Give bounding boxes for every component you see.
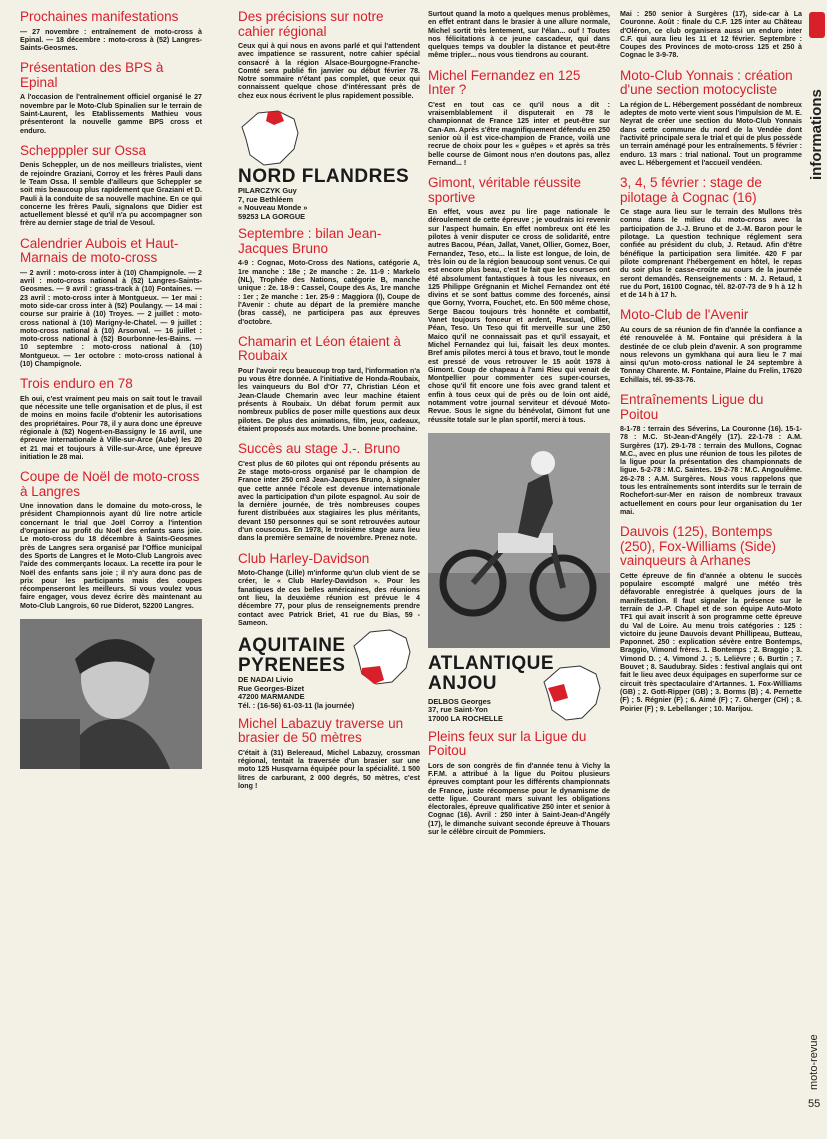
article-title: Calendrier Aubois et Haut-Marnais de moto-cross bbox=[20, 235, 179, 266]
article-body: — 2 avril : moto-cross inter à (10) Champignole. — 2 avril : moto-cross national à (52) Langres-Saints-Geosmes. — 9 avril : grass-track à (10) Fontaines. — 23 avril : moto-cross inter à Montgueux. — 1er mai : moto side-car cross inter à (52) Poulangy. — 14 mai : course sur prairie à (10) Troyes. — 2 juillet : moto-cross national à (10) Marigny-le-Chatel. — 9 juillet : moto-cross national à (10) Arsonval. — 16 juillet : moto-cross national à (52) Bourbonne-les-Bains. — 10 septembre : moto-cross national à (10) Montgueux. — 1er octobre : moto-cross national à (10) Champignole. bbox=[20, 268, 202, 369]
contact-line: 59253 LA GORGUE bbox=[238, 211, 306, 221]
article-body: Lors de son congrès de fin d'année tenu à Vichy la F.F.M. a attribué à la ligue du Poitou plusieurs épreuves comptant pour les différents championnats de France, juste récompense pour le dynamisme de cette ligue. Courant mars suivant les obligations électorales, épreuve qualificative 250 inter et senior à Cognac (16). Avril : 250 inter à Saint-Jean-d'Angély (17), le dimanche suivant seconde épreuve à Thouars sur le célèbre circuit de Pommiers. bbox=[428, 761, 610, 837]
article-body: A l'occasion de l'entraînement officiel organisé le 27 novembre par le Moto-Club Spinalien sur le terrain de Saint-Laurent, les Etablissements Mathieu vous présenteront la nouvelle gamme BPS cross et enduro. bbox=[20, 93, 202, 135]
article-body: Eh oui, c'est vraiment peu mais on sait tout le travail que nécessite une telle organisation et de plus, il est de moins en moins facile d'obtenir les autorisations des propriétaires. Pour 78, il y aura donc une épreuve régionale à (52) Nogent-en-Bassigny le 16 avril, une épreuve internationale à Ville-sur-Arce (Aube) les 20 et 21 mai et toujours à Ville-sur-Arce, une épreuve initiation le 28 mai. bbox=[20, 394, 202, 461]
article bbox=[428, 176, 610, 424]
article bbox=[238, 552, 420, 628]
article bbox=[620, 308, 802, 384]
article-title: Gimont, véritable réussite sportive bbox=[428, 175, 582, 205]
contact-line: DELBOS Georges bbox=[428, 696, 491, 706]
article-title: Pleins feux sur la Ligue du Poitou bbox=[428, 728, 587, 759]
article bbox=[428, 730, 610, 837]
article-body: Pour l'avoir reçu beaucoup trop tard, l'information n'a pu vous être donnée. A l'initiative de Honda-Roubaix, les vainqueurs du Bol d'Or 77, Christian Léon et Jean-Claude Chemarin avec leur machine étaient présents à Roubaix. Un débat forum permit aux nombreux publics de poser mille questions aux deux pilotes. De plus des animations, film, jeux, cadeaux, étaient proposés aux motards. Une bonne prochaine. bbox=[238, 366, 420, 433]
rider-portrait-photo bbox=[20, 619, 202, 769]
contact-line: PILARCZYK Guy bbox=[238, 186, 297, 196]
article bbox=[238, 335, 420, 433]
column-4 bbox=[620, 10, 802, 722]
article-title: Club Harley-Davidson bbox=[238, 550, 370, 566]
region-name-line2: ANJOU bbox=[428, 672, 498, 694]
france-map-icon bbox=[238, 109, 308, 167]
article-title: Coupe de Noël de moto-cross à Langres bbox=[20, 469, 200, 499]
article-title: Michel Labazuy traverse un brasier de 50 mètres bbox=[238, 715, 404, 746]
article-body: Cette épreuve de fin d'année a obtenu le succès populaire escompté malgré une météo très défavorable enregistrée à quelques jours de la manifestation. Il faut signaler la présence sur le terrain de J.-P. Chapel et de son équipe Auto-Moto TF1 qui avait inscrit à son programme cette épreuve du Val de Loire. Au menu trois catégories : 125 : victoire du jeune Dauvois devant Phillipeau, Butteau, Paponnet. 250 : explication sévère entre Bontemps, Braggio, Vimond frères. 1. Bontemps ; 2. Braggio ; 3. Vimond D. ; 4. Vimond J. ; 5. Lelièvre ; 6. Burtin ; 7. Bouvet ; 8. Saudubray. Sides : festival anglais qui ont fait le lieu avec deux équipages en superforme sur ce circuit très spectaculaire d'Artannes. 1. Fox-Williams (GB) ; 2. Gott-Ripper (GB) ; 3. Borms (B) ; 4. Pernette (F) ; 5. Régnier (F) ; 6. Aimé (F) ; 7. Gherger (CH) ; 8. Poirier (F) ; 9. Lebellanger ; 10. Marijou. bbox=[620, 571, 802, 713]
section-rail bbox=[808, 0, 827, 1139]
region-header-nord bbox=[238, 109, 420, 221]
column-3 bbox=[428, 10, 610, 845]
france-map-icon bbox=[540, 664, 610, 722]
magazine-name: moto-revue bbox=[808, 1034, 820, 1090]
contact-line: 47200 MARMANDE bbox=[238, 692, 305, 702]
france-map-icon bbox=[350, 628, 420, 686]
article-body: Surtout quand la moto a quelques menus problèmes, en effet entrant dans le brasier à une allure normale, Michel sortit très lentement, sur l'élan... ouf ! Toutes nos félicitations à ce jeune cascadeur, qui dans quelques temps va doubler la distance et peut-être même tripler... nous vous tiendrons au courant. bbox=[428, 10, 610, 60]
motocross-photo bbox=[428, 433, 610, 648]
region-name: NORD FLANDRES bbox=[238, 166, 410, 188]
region-name-line1: ATLANTIQUE bbox=[428, 652, 555, 674]
page-number: 55 bbox=[808, 1098, 821, 1110]
article bbox=[20, 237, 202, 369]
article bbox=[20, 470, 202, 610]
article-body: C'est plus de 60 pilotes qui ont répondu présents au 2e stage moto-cross organisé par le champion de France inter 250 cm3 Jean-Jacques Bruno, à signaler que cette année l'école est devenue internationale avec la participation d'un pilote espagnol. Au soir de la dernière journée, de très nombreuses coupes furent distribuées aux stagiaires les plus méritants, devant 150 personnes qui se sont retrouvées autour d'un couscous. En 1978, le troisième stage aura lieu dans la première semaine de novembre. Prenez note. bbox=[238, 459, 420, 543]
article bbox=[20, 10, 202, 52]
article-title: Moto-Club Yonnais : création d'une section motocycliste bbox=[620, 67, 793, 98]
article-body: Moto-Change (Lille) m'informe qu'un club vient de se créer, le « Club Harley-Davidson ». Pour les fanatiques de ces belles américaines, des réunions ont lieu, la deuxième réunion est prévue le 4 décembre 77, pour plus de renseignements prendre contact avec Patrick Briet, 41 rue du Bias, 59 - Sameon. bbox=[238, 569, 420, 627]
article-body: Au cours de sa réunion de fin d'année la confiance a été renouvelée à M. Fontaine qui présidera à la destinée de ce club plein d'avenir. A son programme nous relevons un gymkhana qui aura lieu le 7 mai ainsi qu'un moto-cross national le 24 septembre à Tonnay Charente. M. Fontaine, Plaine du Frelin, 17620 Echillais, tél. 99-33-76. bbox=[620, 325, 802, 384]
article-title: Septembre : bilan Jean-Jacques Bruno bbox=[238, 226, 382, 256]
article-body: C'est en tout cas ce qu'il nous a dit : vraisemblablement il disputerait en 78 le championnat de France 125 inter et peut-être sur Can-Am. Après s'être magnifiquement défendu en 250 senior où il est vice-champion de France, voilà une recrue de choix pour les « guêpes » et après sa très belle course de Gimont nous n'en doutons pas, allez Fernand... ! bbox=[428, 100, 610, 167]
article-title: Trois enduro en 78 bbox=[20, 376, 133, 392]
article-title: Présentation des BPS à Epinal bbox=[20, 60, 164, 90]
article-body: 8-1-78 : terrain des Séverins, La Couronne (16). 15-1-78 : M.C. St-Jean-d'Angély (17). 22-1-78 : A.M. Surgères (17). 29-1-78 : terrain des Mullons, Cognac M.C., avec en plus une réunion de tous les pilotes de la ligue pour la présentation des championnats de ligue. 5-2-78 : M.C. Saintes. 19-2-78 : M.C. Angoulême. 26-2-78 : A.M. Surgères. Nous vous rappelons que tous les entraînements sont interdits sur le terrain de Rochefort-sur-Mer en raison de nombreux travaux actuellement en cours pour leur organisation du 1er mai. bbox=[620, 425, 802, 516]
article bbox=[620, 69, 802, 167]
article-title: Schepppler sur Ossa bbox=[20, 142, 147, 158]
rider-portrait-image bbox=[20, 619, 202, 769]
article-title: Michel Fernandez en 125 Inter ? bbox=[428, 67, 581, 98]
article bbox=[20, 144, 202, 228]
article-title: 3, 4, 5 février : stage de pilotage à Cognac (16) bbox=[620, 175, 762, 205]
column-1 bbox=[20, 10, 202, 769]
article bbox=[238, 442, 420, 542]
article-body: Une innovation dans le domaine du moto-cross, le président Championnois ayant dû lire notre article concernant le trial que Joël Corroy a l'intention d'organiser au profit du Noël des enfants sans joie. Le moto-cross du 18 décembre à Saints-Geosmes près de Langres sera organisé par l'Office municipal des Sports de Langres et le Moto-Club Langrois avec l'aide des commerçants locaux. La recette ira pour le Noël des enfants sans joie ; il n'y aura donc pas de prix pour les participants mais des coupes récompenseront les meilleurs. Si vous voulez vous faire engager, vous devez écrire dès maintenant au Moto-Club Langrois, 60 rue Diderot, 52200 Langres. bbox=[20, 502, 202, 610]
contact-line: Rue Georges-Bizet bbox=[238, 683, 305, 693]
article-body: En effet, vous avez pu lire page nationale le déroulement de cette épreuve ; je voudrais ici revenir sur l'aspect humain. En effet nombreux ont été les pilotes à venir disputer ce cross de solidarité, entre autres Bacou, Péan, Jallat, Vanet, Ollier, Gomez, Boer, Fernandez, Teso, etc... la liste est longue, de loin, de très loin ou de la région beaucoup sont venus. Ce qui est encore plus beau, c'est le fait que les courses ont été absolument fantastiques à tous les niveaux, en 125 Philippe Grégnanin et Michel Fernandez ont été divins et se sont battus comme des forcenés, ainsi que Gorny, Yvorra, Fouchet, etc. En 500 même chose, Serge Bacou toujours très honnête et combattif, Vanet toujours fonceur et ardent, Pascual, Ollier, Péan, Teso. Un Teso qui fit merveille sur une 250 Maico qu'il ne connaissait pas et qu'il essayait, et Michel Fernandez qui lui, faisait les deux montes. Bref amis pilotes merci à tous et bravo, tout le monde est pressé de vous retrouver le 15 août 1978 à Gimont. Coup de chapeau à l'ami Rieu qui venait de Montpellier pour commenter ces super-courses, chose qu'il fit encore une fois avec grand talent et enfin à tous ceux qui de près ou de loin ont aidé, notamment votre journal serviteur et dévoué Moto-Revue. Sous le signe du bénévolat, Gimont fut une réussite totale sur le plan sportif, merci à tous. bbox=[428, 208, 610, 424]
column-2 bbox=[238, 10, 420, 799]
section-label: informations bbox=[808, 89, 825, 180]
region-name-line1: AQUITAINE bbox=[238, 635, 346, 657]
article bbox=[428, 69, 610, 167]
article bbox=[238, 717, 420, 790]
article-body: La région de L. Hébergement possédant de nombreux adeptes de moto verte vient sous l'impulsion de M. E. Neyrat de créer une section du Moto-Club Yonnais dans cette commune du nord de la Vendée dont l'activité principale sera le trial et qui de plus possède un terrain aménagé pour les entraînements. 5 février : enduro. 13 mars : trial national. Tout un programme avec L. Hébergement et l'accueil vendéen. bbox=[620, 100, 802, 167]
article bbox=[428, 10, 610, 60]
contact-line: DE NADAI Livio bbox=[238, 675, 294, 685]
contact-line: 7, rue Bethléem bbox=[238, 194, 294, 204]
article-body: Ce stage aura lieu sur le terrain des Mullons très connu dans le milieu du moto-cross avec la participation de J.-J. Bruno et de J.-M. Baron pour le pilotage. La question technique réglement sera confiée au président du club, J. Retaud. Afin d'être bénéfique la participation sera limitée. 420 F par pilote comprenant l'hébergement en hôtel, le repas du soir plus le casse-croûte au cours de la journée seront demandés. Renseignements : M. J. Retaud, 1 rue du Port, 16100 Cognac, tél. 82-07-73 de 9 h à 12 h et de 14 h à 17 h. bbox=[620, 208, 802, 300]
article-body: Ceux qui à qui nous en avons parlé et qui l'attendent avec impatience se rassurent, notre cahier spécial consacré à la région Alsace-Bourgogne-Franche-Comté sera publié fin janvier ou début février 78. Notre sommaire n'étant pas complet, que ceux qui connaissent quelque chose d'intéressant près de chez eux nous écrivent le plus rapidement possible. bbox=[238, 42, 420, 100]
article bbox=[620, 393, 802, 516]
contact-line: Tél. : (16-56) 61-03-11 (la journée) bbox=[238, 701, 355, 711]
moto-revue-logo-icon bbox=[809, 12, 825, 38]
contact-line: 37, rue Saint-Yon bbox=[428, 705, 488, 715]
article bbox=[238, 227, 420, 325]
article-body: — 27 novembre : entraînement de moto-cross à Epinal. — 18 décembre : moto-cross à (52) Langres-Saints-Geosmes. bbox=[20, 27, 202, 53]
article-title: Des précisions sur notre cahier régional bbox=[238, 9, 384, 39]
article-title: Prochaines manifestations bbox=[20, 9, 179, 24]
article-body: Denis Scheppler, un de nos meilleurs trialistes, vient de rejoindre Graziani, Corroy et les frères Pauli dans le Team Ossa. Il semble d'ailleurs que Scheppler se soit mis beaucoup plus rapidement que Graziani et D. Pauli à la conduite de sa nouvelle machine. En ce qui concerne les frères Pauli, signalons que Didier est actuellement blessé et qu'il n'a pu accompagner son frère au dernier stage de trial de Vesoul. bbox=[20, 161, 202, 228]
article-body: C'était à (31) Belereaud, Michel Labazuy, crossman régional, tentait la traversée d'un brasier sur une moto 125 Husqvarna équipée pour la spécialité. 1 500 litres de carburant, 2 000 degrés, 50 mètres, c'est long ! bbox=[238, 748, 420, 790]
region-contact bbox=[238, 187, 420, 221]
article bbox=[20, 377, 202, 461]
contact-line: 17000 LA ROCHELLE bbox=[428, 714, 503, 724]
article bbox=[620, 176, 802, 299]
article-title: Moto-Club de l'Avenir bbox=[620, 307, 749, 323]
article bbox=[20, 61, 202, 134]
article-body: 4-9 : Cognac, Moto-Cross des Nations, catégorie A, 1re manche : 18e ; 2e manche : 2e. 11-9 : Markelo (NL), Trophée des Nations, catégorie B, manche unique : 2e. 18-9 : Cassel, Coupe des As, 1re manche : 1er ; 2e manche : 1er. 25-9 : Maggiora (I), Coupe de l'Avenir : chute au départ de la première manche (bras cassé), ne participera pas aux épreuves d'octobre. bbox=[238, 259, 420, 326]
article-title: Succès au stage J.-. Bruno bbox=[238, 441, 401, 457]
region-header-atlantique bbox=[428, 654, 610, 724]
contact-line: « Nouveau Monde » bbox=[238, 203, 308, 213]
region-header-aquitaine bbox=[238, 636, 420, 710]
article bbox=[620, 10, 802, 60]
article-title: Dauvois (125), Bontemps (250), Fox-Williams (Side) vainqueurs à Arhanes bbox=[620, 524, 777, 569]
article-title: Chamarin et Léon étaient à Roubaix bbox=[238, 333, 401, 364]
article bbox=[620, 525, 802, 713]
article-title: Entraînements Ligue du Poitou bbox=[620, 392, 764, 422]
region-name-line2: PYRENEES bbox=[238, 655, 346, 677]
article-body: Mai : 250 senior à Surgères (17), side-car à La Couronne. Août : finale du C.F. 125 inter au Château d'Oléron, ce club organisera aussi un enduro inter C.F. qui aura lieu les 11 et 12 février. Septembre : Coupes des Provinces de moto-cross 125 et 250 à Cognac le 3-9-78. bbox=[620, 10, 802, 60]
article bbox=[238, 10, 420, 100]
motocross-image bbox=[428, 433, 610, 648]
